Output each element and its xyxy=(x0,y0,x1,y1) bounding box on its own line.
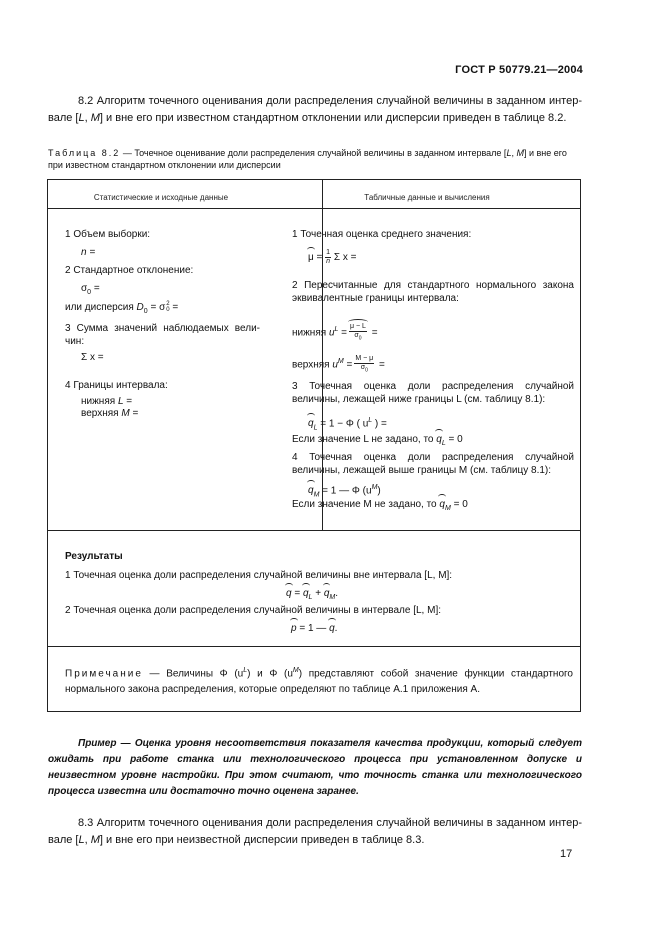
result-2: 2 Точечная оценка доли распределения случайной величины в интервале [L, M]: xyxy=(65,605,441,616)
eq: = xyxy=(91,283,100,294)
var-m: M xyxy=(516,148,524,158)
left-item-2: 2 Стандартное отклонение: xyxy=(65,265,194,276)
tail: ) xyxy=(377,485,381,497)
sup: L xyxy=(243,667,248,674)
var-l: L xyxy=(78,834,85,846)
right-item-1: 1 Точечная оценка среднего значения: xyxy=(292,229,472,240)
var-u: u xyxy=(328,327,335,339)
q-hat: q xyxy=(439,499,445,510)
sup: M xyxy=(337,358,344,365)
q-hat: q xyxy=(308,485,314,497)
label: верхняя xyxy=(81,408,122,419)
eq: = 1 − Φ ( u xyxy=(317,418,369,430)
note-text: ) и Φ (u xyxy=(247,668,293,680)
condition: Если значение L не задано, то xyxy=(292,434,437,445)
eq: = xyxy=(123,396,133,407)
end: . xyxy=(334,623,338,634)
var-l: L xyxy=(117,396,124,407)
paragraph-text: ] и вне его при неизвестной дисперсии приведен в таблице 8.3. xyxy=(99,834,425,846)
sigma: σ xyxy=(360,364,366,371)
ql-default xyxy=(292,433,463,450)
sub: 0 xyxy=(166,307,170,314)
numerator: μ − L xyxy=(350,323,366,330)
lower-equivalent xyxy=(292,323,378,342)
sep: , xyxy=(511,148,517,158)
numerator: M − μ xyxy=(355,355,374,362)
column-header-right: Табличные данные и вычисления xyxy=(364,193,490,202)
caption-text: — Точечное оценивание доли распределения случайной величины в заданном интервале [ xyxy=(120,148,507,158)
caption-text: ] и вне его при известном стандартном отклонении или дисперсии xyxy=(48,148,567,170)
left-item-4: 4 Границы интервала: xyxy=(65,380,168,391)
denominator xyxy=(354,332,361,342)
label: или дисперсия xyxy=(65,302,137,313)
end: . xyxy=(335,588,339,599)
eq: = xyxy=(376,359,385,371)
var-m: M xyxy=(90,112,100,124)
q-hat: q xyxy=(436,434,442,445)
note-label: Примечание xyxy=(65,668,143,680)
right-item-2: 2 Пересчитанные для стандартного нормального закона эквивалентные границы интервала: xyxy=(292,280,574,304)
fraction xyxy=(354,355,374,374)
eq: = xyxy=(368,327,378,339)
note-divider xyxy=(48,646,580,647)
sigma: σ xyxy=(81,283,88,294)
q-hat: q xyxy=(323,588,330,599)
result-2-formula xyxy=(291,622,337,635)
right-item-4: 4 Точечная оценка доли распределения случайной величины, лежащей выше границы M (см. таблицу 8.1): xyxy=(292,452,574,476)
results-divider xyxy=(48,530,580,531)
example-paragraph: Пример — Оценка уровня несоответствия показателя качества продукции, который следует ожидать при работе станка или технологического процесса при установленном допуске и неизвестном уровне настройки. При этом считают, что точность станка или технологического процесса известна или достаточно точно оценена заранее. xyxy=(48,738,582,797)
mean-estimate xyxy=(308,249,356,266)
table-label: Таблица 8.2 xyxy=(48,148,121,158)
sup: 2 xyxy=(166,301,170,308)
eq: = xyxy=(169,302,179,313)
eq: = 1 — Φ (u xyxy=(319,485,372,497)
denominator: n xyxy=(326,258,331,265)
sum: Σ x = xyxy=(331,252,357,264)
condition: Если значение M не задано, то xyxy=(292,499,440,510)
paragraph-8-3 xyxy=(48,815,582,849)
paragraph-8-2 xyxy=(48,93,582,127)
document-id: ГОСТ Р 50779.21—2004 xyxy=(455,64,583,76)
sub: L xyxy=(313,424,318,432)
table-note xyxy=(65,663,573,698)
var-d: D xyxy=(136,302,144,313)
p-hat: p xyxy=(291,623,297,634)
paragraph-text: 8.2 Алгоритм точечного оценивания доли распределения случайной величины в заданном интер-вале [ xyxy=(48,95,582,124)
sigma: σ xyxy=(354,332,359,339)
label: верхняя xyxy=(292,359,333,371)
var-l: L xyxy=(78,112,85,124)
eq-zero: = 0 xyxy=(450,499,468,510)
header-divider xyxy=(48,208,580,209)
variance xyxy=(65,301,178,318)
table-8-2 xyxy=(47,179,581,712)
eq: = σ xyxy=(147,302,166,313)
eq: = xyxy=(291,588,303,599)
upper-bound xyxy=(81,407,138,420)
paragraph-text: 8.3 Алгоритм точечного оценивания доли распределения случайной величины в заданном интер-вале [ xyxy=(48,817,582,846)
note-text: — Величины Φ (u xyxy=(142,668,244,680)
denominator xyxy=(361,364,368,374)
sub: M xyxy=(329,594,336,601)
right-item-3: 3 Точечная оценка доли распределения случайной величины, лежащей ниже границы L (см. таблицу 8.1): xyxy=(292,381,574,405)
left-item-3: 3 Сумма значений наблюдаемых вели-чин: xyxy=(65,323,260,347)
sigma0 xyxy=(81,282,100,299)
sup: M xyxy=(292,667,299,674)
q-hat: q xyxy=(302,588,309,599)
label: нижняя xyxy=(81,396,118,407)
sup: L xyxy=(368,417,373,424)
ql-estimate xyxy=(308,414,387,434)
sum-x: Σ x = xyxy=(81,352,104,363)
table-caption xyxy=(48,147,578,171)
plus: + xyxy=(312,588,324,599)
sub: L xyxy=(308,594,313,601)
eq: = 1 — xyxy=(296,623,330,634)
paragraph-text: ] и вне его при известном стандартном отклонении или дисперсии приведен в таблице 8.2. xyxy=(99,112,567,124)
sample-size: n = xyxy=(81,247,96,258)
sub: M xyxy=(313,491,320,499)
var-l: L xyxy=(506,148,512,158)
sep: , xyxy=(84,834,91,846)
page-number: 17 xyxy=(560,848,573,860)
sub: L xyxy=(441,440,446,447)
q-hat: q xyxy=(329,623,335,634)
sup: M xyxy=(371,484,378,491)
sub: 0 xyxy=(87,289,92,296)
results-title: Результаты xyxy=(65,551,123,562)
sub: 0 xyxy=(365,367,368,374)
label: нижняя xyxy=(292,327,329,339)
q-hat: q xyxy=(308,418,314,430)
sub: 0 xyxy=(143,308,148,315)
eq-zero: = 0 xyxy=(445,434,463,445)
eq: = xyxy=(338,327,348,339)
fraction xyxy=(349,323,367,342)
column-header-left: Статистические и исходные данные xyxy=(93,193,229,202)
result-1-formula xyxy=(286,587,338,604)
eq: = xyxy=(129,408,139,419)
result-1: 1 Точечная оценка доли распределения случайной величины вне интервала [L, M]: xyxy=(65,570,453,581)
eq: = xyxy=(343,359,353,371)
sup: L xyxy=(334,326,339,333)
note-text: ) представляют собой значение функции стандартного нормального закона распределения, которые определяют по таблице А.1 приложения А. xyxy=(65,668,573,696)
mu-hat: μ xyxy=(308,252,314,264)
var-u: u xyxy=(332,359,338,371)
var-m: M xyxy=(90,834,100,846)
qm-default xyxy=(292,498,468,515)
eq: = xyxy=(313,252,326,264)
sep: , xyxy=(84,112,91,124)
sub: M xyxy=(444,505,451,512)
q-hat: q xyxy=(286,588,292,599)
sub: 0 xyxy=(358,335,362,342)
tail: ) = xyxy=(372,418,387,430)
left-item-1: 1 Объем выборки: xyxy=(65,229,151,240)
numerator: 1 xyxy=(326,249,331,256)
var-m: M xyxy=(121,408,130,419)
upper-equivalent xyxy=(292,355,385,374)
